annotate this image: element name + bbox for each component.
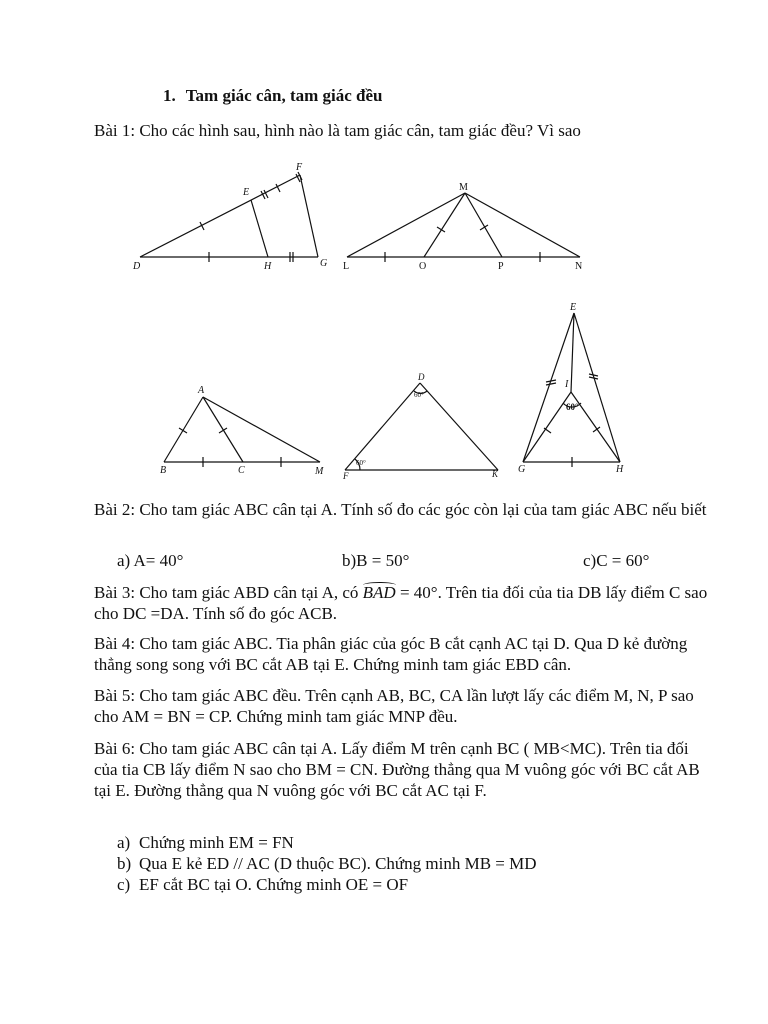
exercise-3-text-start: Bài 3: Cho tam giác ABD cân tại A, có [94,583,363,602]
label-fig5-E: E [570,302,577,313]
label-fig2-O: O [419,261,427,272]
label-fig2-N: N [575,261,583,272]
label-fig3-C: C [238,465,245,476]
part-label: c) [117,875,131,894]
angle-bad: BAD [362,583,396,602]
part-text: Qua E kẻ ED // AC (D thuộc BC). Chứng minh MB = MD [139,854,537,873]
label-fig5-H: H [616,464,624,475]
exercise-1: Bài 1: Cho các hình sau, hình nào là tam giác cân, tam giác đều? Vì sao [94,121,581,140]
label-fig4-F: F [343,471,349,481]
label-fig3-B: B [160,465,167,476]
figure-5 [523,313,620,467]
exercise-6: Bài 6: Cho tam giác ABC cân tại A. Lấy điểm M trên cạnh BC ( MB<MC). Trên tia đối của tia CB lấy điểm N sao cho BM = CN. Đường thẳng qua M vuông góc với BC cắt AB tại E. Đường thẳng qua N vuông góc với BC cắt AC tại F. [94,739,700,800]
option-b: b)B = 50° [342,551,410,570]
part-text: EF cắt BC tại O. Chứng minh OE = OF [139,875,409,894]
section-number: 1. [163,86,176,105]
figure-1 [140,172,318,262]
exercise-3-text-end: = 40°. Trên tia đối của tia DB lấy điểm C sao cho DC =DA. Tính số đo góc ACB. [94,583,708,623]
option-a: a) A= 40° [117,551,184,570]
label-fig5-angle: 60° [566,402,579,412]
label-fig1-E: E [243,187,250,198]
section-title: Tam giác cân, tam giác đều [185,86,383,105]
label-fig2-L: L [343,261,350,272]
part-c [117,874,537,895]
label-fig4-angle-left: 60° [356,459,366,467]
label-fig5-I: I [565,379,569,390]
label-fig5-G: G [518,464,526,475]
exercise-6-parts [117,832,537,895]
label-fig4-angle-top: 60° [414,391,424,399]
exercise-5: Bài 5: Cho tam giác ABC đều. Trên cạnh AB, BC, CA lần lượt lấy các điểm M, N, P sao cho AM = BN = CP. Chứng minh tam giác MNP đều. [94,686,694,726]
label-fig3-A: A [198,385,205,396]
label-fig1-D: D [133,261,141,272]
exercise-2: Bài 2: Cho tam giác ABC cân tại A. Tính số đo các góc còn lại của tam giác ABC nếu biết [94,500,707,519]
exercise-3 [94,582,714,624]
label-fig2-M: M [459,182,468,193]
figure-2 [347,193,580,262]
label-fig1-G: G [320,258,328,269]
option-c: c)C = 60° [583,551,650,570]
label-fig4-K: K [492,469,499,479]
part-text: Chứng minh EM = FN [139,833,294,852]
label-fig1-F: F [296,162,303,173]
label-fig1-H: H [264,261,272,272]
figure-3 [164,397,320,467]
part-label: b) [117,854,132,873]
exercise-4: Bài 4: Cho tam giác ABC. Tia phân giác của góc B cắt cạnh AC tại D. Qua D kẻ đường thẳng song song với BC cắt AB tại E. Chứng minh tam giác EBD cân. [94,634,688,674]
label-fig4-D: D [418,372,425,382]
label-fig3-M: M [315,466,324,477]
part-label: a) [117,833,131,852]
part-a [117,832,537,853]
part-b [117,853,537,874]
label-fig2-P: P [498,261,504,272]
